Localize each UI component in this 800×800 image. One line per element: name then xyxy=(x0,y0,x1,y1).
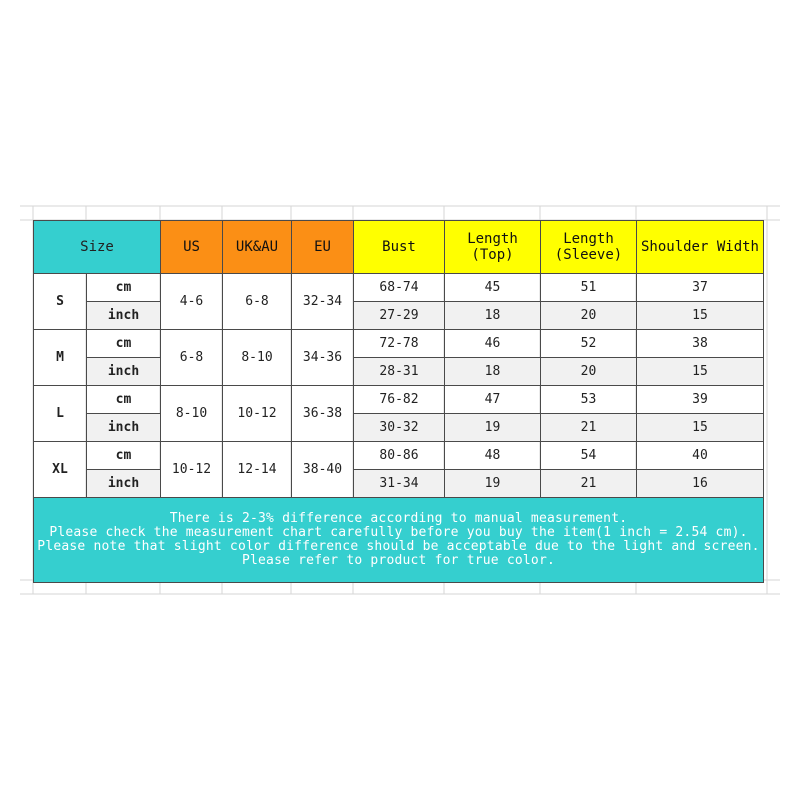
unit-cell: cm xyxy=(87,330,161,358)
bust-cell: 68-74 xyxy=(354,274,445,302)
length-sleeve-cell: 20 xyxy=(541,358,637,386)
size-label: XL xyxy=(34,442,87,498)
us-size: 10-12 xyxy=(161,442,223,498)
length-top-cell: 45 xyxy=(445,274,541,302)
header-ukau: UK&AU xyxy=(223,221,292,274)
bust-cell: 28-31 xyxy=(354,358,445,386)
length-sleeve-cell: 21 xyxy=(541,414,637,442)
eu-size: 36-38 xyxy=(292,386,354,442)
notes-row xyxy=(34,498,764,583)
header-length-sleeve xyxy=(541,221,637,274)
header-length-top-line2: (Top) xyxy=(471,247,514,263)
us-size: 6-8 xyxy=(161,330,223,386)
note-line: Please check the measurement chart carefully before you buy the item(1 inch = 2.54 cm). xyxy=(49,525,748,540)
table-row xyxy=(34,302,764,330)
shoulder-cell: 40 xyxy=(637,442,764,470)
length-top-cell: 18 xyxy=(445,358,541,386)
length-sleeve-cell: 52 xyxy=(541,330,637,358)
shoulder-cell: 15 xyxy=(637,358,764,386)
length-top-cell: 18 xyxy=(445,302,541,330)
bust-cell: 31-34 xyxy=(354,470,445,498)
unit-cell: inch xyxy=(87,302,161,330)
eu-size: 32-34 xyxy=(292,274,354,330)
shoulder-cell: 15 xyxy=(637,302,764,330)
header-row xyxy=(34,221,764,274)
header-length-sleeve-line1: Length xyxy=(563,231,614,247)
note-line: There is 2-3% difference according to manual measurement. xyxy=(169,511,628,526)
length-top-cell: 46 xyxy=(445,330,541,358)
unit-cell: cm xyxy=(87,386,161,414)
bust-cell: 80-86 xyxy=(354,442,445,470)
ukau-size: 8-10 xyxy=(223,330,292,386)
table-row xyxy=(34,386,764,414)
bust-cell: 27-29 xyxy=(354,302,445,330)
header-us: US xyxy=(161,221,223,274)
note-line: Please note that slight color difference should be acceptable due to the light and screen. xyxy=(37,539,760,554)
length-top-cell: 19 xyxy=(445,414,541,442)
unit-cell: cm xyxy=(87,274,161,302)
shoulder-cell: 16 xyxy=(637,470,764,498)
length-top-cell: 19 xyxy=(445,470,541,498)
unit-cell: inch xyxy=(87,414,161,442)
unit-cell: inch xyxy=(87,470,161,498)
table-row xyxy=(34,414,764,442)
shoulder-cell: 37 xyxy=(637,274,764,302)
length-sleeve-cell: 51 xyxy=(541,274,637,302)
unit-cell: cm xyxy=(87,442,161,470)
length-top-cell: 48 xyxy=(445,442,541,470)
length-top-cell: 47 xyxy=(445,386,541,414)
size-chart-table xyxy=(33,220,764,583)
eu-size: 34-36 xyxy=(292,330,354,386)
table-row xyxy=(34,330,764,358)
shoulder-cell: 39 xyxy=(637,386,764,414)
eu-size: 38-40 xyxy=(292,442,354,498)
size-label: L xyxy=(34,386,87,442)
header-size: Size xyxy=(34,221,161,274)
length-sleeve-cell: 54 xyxy=(541,442,637,470)
bust-cell: 72-78 xyxy=(354,330,445,358)
header-length-top xyxy=(445,221,541,274)
header-eu: EU xyxy=(292,221,354,274)
header-length-top-line1: Length xyxy=(467,231,518,247)
length-sleeve-cell: 20 xyxy=(541,302,637,330)
header-bust: Bust xyxy=(354,221,445,274)
bust-cell: 76-82 xyxy=(354,386,445,414)
length-sleeve-cell: 53 xyxy=(541,386,637,414)
size-label: S xyxy=(34,274,87,330)
bust-cell: 30-32 xyxy=(354,414,445,442)
measurement-notes xyxy=(34,498,764,583)
table-row xyxy=(34,442,764,470)
shoulder-cell: 38 xyxy=(637,330,764,358)
length-sleeve-cell: 21 xyxy=(541,470,637,498)
header-length-sleeve-line2: (Sleeve) xyxy=(554,247,623,263)
size-label: M xyxy=(34,330,87,386)
table-row xyxy=(34,470,764,498)
ukau-size: 12-14 xyxy=(223,442,292,498)
shoulder-cell: 15 xyxy=(637,414,764,442)
us-size: 8-10 xyxy=(161,386,223,442)
header-shoulder-width: Shoulder Width xyxy=(637,221,764,274)
table-row xyxy=(34,274,764,302)
note-line: Please refer to product for true color. xyxy=(241,553,556,568)
table-row xyxy=(34,358,764,386)
unit-cell: inch xyxy=(87,358,161,386)
us-size: 4-6 xyxy=(161,274,223,330)
ukau-size: 10-12 xyxy=(223,386,292,442)
ukau-size: 6-8 xyxy=(223,274,292,330)
